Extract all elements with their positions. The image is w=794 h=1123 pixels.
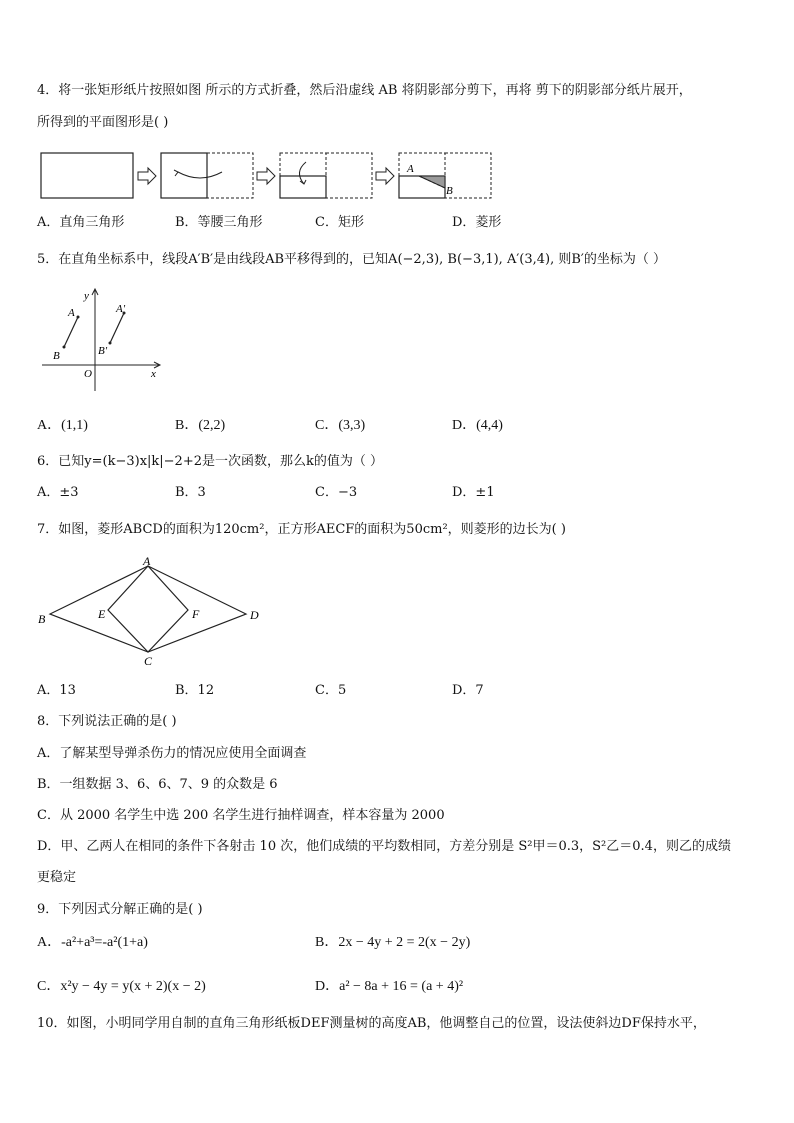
q6-option-c[interactable]: C．−3 xyxy=(315,485,358,500)
q6-option-b[interactable]: B．3 xyxy=(175,485,206,500)
q5-label-b1: B' xyxy=(98,345,108,357)
q4-step4-dashed-top xyxy=(399,153,445,176)
q8-option-a[interactable]: A．了解某型导弹杀伤力的情况应使用全面调查 xyxy=(37,746,307,761)
q4-label-a: A xyxy=(407,163,414,175)
q5-label-a1: A' xyxy=(116,303,126,315)
q7-stem: 7．如图，菱形ABCD的面积为120cm²，正方形AECF的面积为50cm²，则菱形的边长为( ) xyxy=(37,522,566,537)
q7-option-b[interactable]: B．12 xyxy=(175,683,215,698)
q8-option-d-line1[interactable]: D．甲、乙两人在相同的条件下各射击 10 次，他们成绩的平均数相同，方差分别是 S²甲＝0.3，S²乙＝0.4，则乙的成绩 xyxy=(37,839,731,854)
q4-option-a[interactable]: A．直角三角形 xyxy=(37,215,125,230)
q5-figure xyxy=(38,283,168,395)
q5-segment-a1b1 xyxy=(110,313,124,343)
q5-option-d[interactable]: D．(4,4) xyxy=(452,418,503,433)
q7-figure xyxy=(36,556,266,670)
q5-label-x: x xyxy=(151,368,156,380)
q7-option-d[interactable]: D．7 xyxy=(452,683,484,698)
q5-stem: 5．在直角坐标系中，线段A′B′是由线段AB平移得到的，已知A(−2,3), B(−3,1), A′(3,4), 则B′的坐标为（ ） xyxy=(37,252,667,267)
q7-label-b: B xyxy=(38,612,46,626)
q5-label-o: O xyxy=(84,368,92,380)
q9-option-a[interactable]: A．-a²+a³=-a²(1+a) xyxy=(37,935,148,950)
q4-option-c[interactable]: C．矩形 xyxy=(315,215,364,230)
q7-label-e: E xyxy=(98,607,106,621)
q9-stem: 9．下列因式分解正确的是( ) xyxy=(37,902,203,917)
q4-arrow-1 xyxy=(138,168,156,184)
q4-option-b[interactable]: B．等腰三角形 xyxy=(175,215,263,230)
q4-step1-rect xyxy=(41,153,133,198)
q4-step2-fold-arrow xyxy=(178,172,222,178)
q4-figure xyxy=(38,150,498,202)
q4-step3-fold-arrow xyxy=(299,162,306,184)
q9-option-b[interactable]: B．2x − 4y + 2 = 2(x − 2y) xyxy=(315,935,471,950)
q5-option-b[interactable]: B．(2,2) xyxy=(175,418,226,433)
q7-label-c: C xyxy=(144,654,153,668)
q4-option-d[interactable]: D．菱形 xyxy=(452,215,502,230)
q8-option-d-line2: 更稳定 xyxy=(37,870,77,885)
q6-option-a[interactable]: A．±3 xyxy=(37,485,79,500)
q5-segment-ab xyxy=(64,317,78,347)
q4-label-b: B xyxy=(446,185,453,197)
q5-label-b: B xyxy=(53,350,60,362)
q5-option-c[interactable]: C．(3,3) xyxy=(315,418,366,433)
q7-label-d: D xyxy=(250,608,259,622)
q4-step2-rect xyxy=(161,153,207,198)
q8-stem: 8．下列说法正确的是( ) xyxy=(37,714,177,729)
q5-label-y: y xyxy=(84,290,89,302)
q8-option-c[interactable]: C．从 2000 名学生中选 200 名学生进行抽样调查，样本容量为 2000 xyxy=(37,808,445,823)
q5-label-a: A xyxy=(68,307,75,319)
q9-option-c[interactable]: C．x²y − 4y = y(x + 2)(x − 2) xyxy=(37,979,206,994)
q4-stem-line2: 所得到的平面图形是( ) xyxy=(37,115,169,130)
q5-option-a[interactable]: A．(1,1) xyxy=(37,418,88,433)
q4-arrow-2 xyxy=(257,168,275,184)
q6-option-d[interactable]: D．±1 xyxy=(452,485,495,500)
q9-option-d[interactable]: D．a² − 8a + 16 = (a + 4)² xyxy=(315,979,464,994)
q7-label-f: F xyxy=(192,607,200,621)
q7-label-a: A xyxy=(143,556,151,568)
q7-option-a[interactable]: A．13 xyxy=(37,683,76,698)
q4-step3-dashed-right xyxy=(326,153,372,198)
q4-stem-line1: 4．将一张矩形纸片按照如图 所示的方式折叠，然后沿虚线 AB 将阴影部分剪下，再将 剪下的阴影部分纸片展开， xyxy=(37,83,692,98)
q4-arrow-3 xyxy=(376,168,394,184)
q6-stem: 6．已知y=(k−3)x|k|−2+2是一次函数，那么k的值为（ ） xyxy=(37,454,383,469)
q4-shaded-piece xyxy=(419,176,445,188)
q8-option-b[interactable]: B．一组数据 3、6、6、7、9 的众数是 6 xyxy=(37,777,278,792)
q4-step3-rect xyxy=(280,176,326,198)
q7-rhombus-abcd xyxy=(50,566,246,652)
q7-option-c[interactable]: C．5 xyxy=(315,683,347,698)
q10-stem: 10．如图，小明同学用自制的直角三角形纸板DEF测量树的高度AB，他调整自己的位置，设法使斜边DF保持水平， xyxy=(37,1016,706,1031)
q7-square-aecf xyxy=(108,566,188,652)
